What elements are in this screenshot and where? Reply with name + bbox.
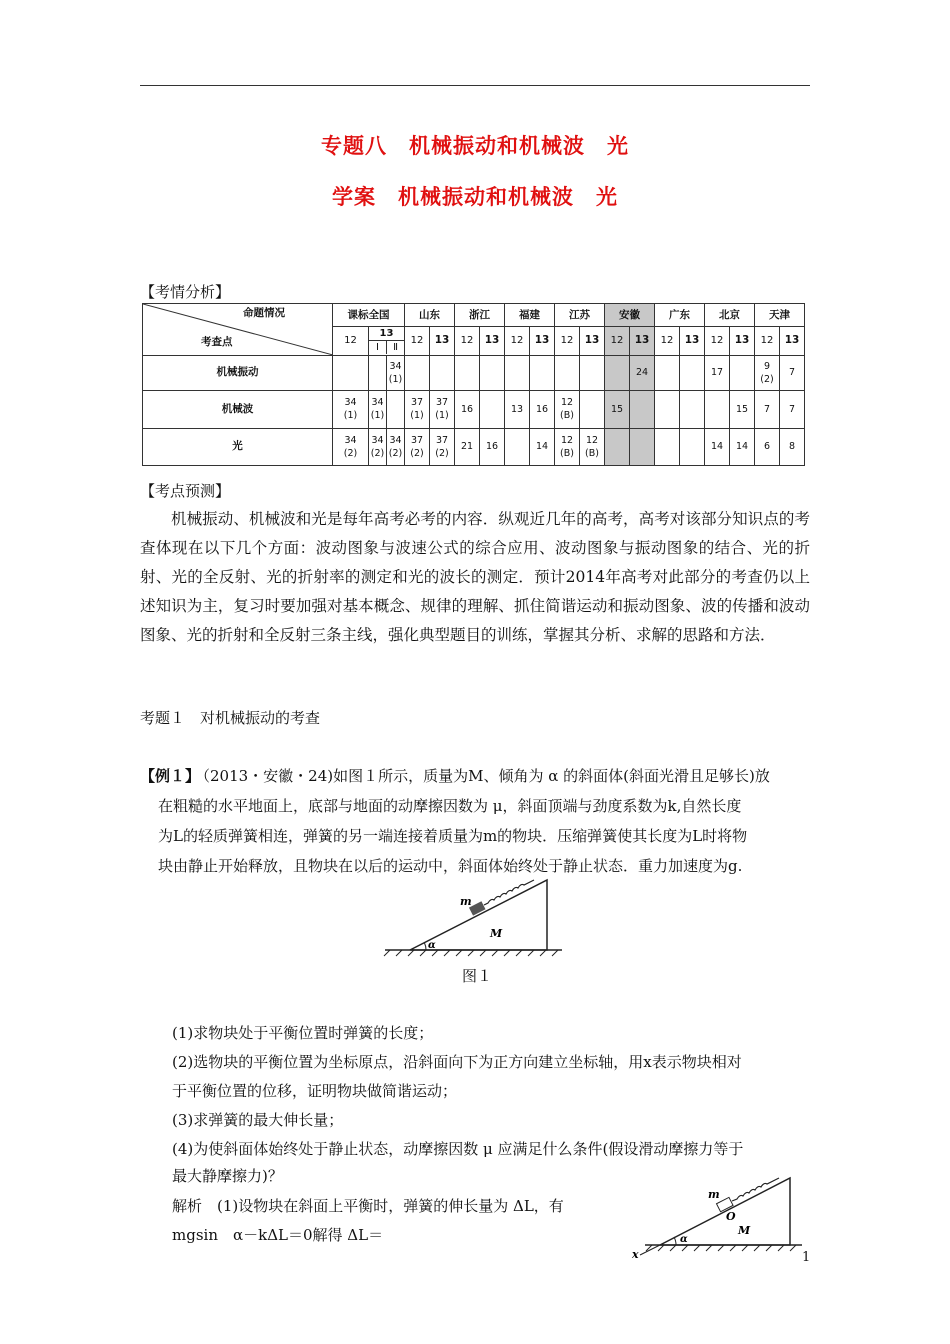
table-cell: 14 <box>705 428 730 465</box>
angle-arc <box>425 943 427 950</box>
year-cell: 13 <box>780 327 805 355</box>
table-cell: 7 <box>780 355 805 390</box>
table-cell: 17 <box>705 355 730 390</box>
table-cell: 7 <box>780 391 805 428</box>
year-cell: 13 <box>580 327 605 355</box>
table-cell: 34 (1) <box>369 391 387 428</box>
table-cell: 8 <box>780 428 805 465</box>
table-row <box>143 428 805 465</box>
corner-diagonal <box>143 304 333 355</box>
region-header: 北京 <box>705 304 755 327</box>
example-line: 为L的轻质弹簧相连，弹簧的另一端连接着质量为m的物块．压缩弹簧使其长度为L时将物 <box>158 827 748 845</box>
year-cell: 13 <box>630 327 655 355</box>
table-cell <box>369 355 387 390</box>
label-alpha: α <box>428 940 436 951</box>
forecast-text: 机械振动、机械波和光是每年高考必考的内容．纵观近几年的高考，高考对该部分知识点的考查体现在以下几个方面：波动图象与波速公式的综合应用、波动图象与振动图象的结合、光的折射、光的全反射、光的折射率的测定和光的波长的测定．预计2014年高考对此部分的考查仍以上述知识为主，复习时要加强对基本概念、规律的理解、抓住简谐运动和振动图象、波的传播和波动图象、光的折射和全反射三条主线，强化典型题目的训练，掌握其分析、求解的思路和方法． <box>140 510 810 644</box>
year-cell: 13 <box>369 327 404 341</box>
table-cell: 15 <box>605 391 630 428</box>
table-cell <box>387 391 405 428</box>
table-cell <box>580 391 605 428</box>
label-M: M <box>738 1224 751 1237</box>
year-cell: 12 <box>555 327 580 355</box>
table-cell: 37 (2) <box>430 428 455 465</box>
table-cell <box>530 355 555 390</box>
spring <box>732 1178 779 1201</box>
angle-arc <box>674 1237 676 1245</box>
question-2-line2: 于平衡位置的位移，证明物块做简谐运动； <box>172 1082 458 1100</box>
label-M: M <box>490 927 503 940</box>
figure-1-caption: 图１ <box>462 967 493 985</box>
region-header: 福建 <box>505 304 555 327</box>
table-cell <box>655 355 680 390</box>
year-cell: 12 <box>605 327 630 355</box>
table-cell: 12 (B) <box>555 391 580 428</box>
region-header: 安徽 <box>605 304 655 327</box>
table-cell: 14 <box>530 428 555 465</box>
question-4-line2: 最大静摩擦力)？ <box>172 1167 283 1185</box>
table-cell <box>655 428 680 465</box>
region-header: 江苏 <box>555 304 605 327</box>
table-cell <box>730 355 755 390</box>
table-cell: 16 <box>530 391 555 428</box>
table-cell: 34 (2) <box>387 428 405 465</box>
table-cell: 34 (2) <box>333 428 369 465</box>
table-cell: 37 (1) <box>405 391 430 428</box>
table-cell: 24 <box>630 355 655 390</box>
table-cell: 13 <box>505 391 530 428</box>
label-O: O <box>726 1210 736 1223</box>
table-cell: 14 <box>730 428 755 465</box>
table-cell: 21 <box>455 428 480 465</box>
ground-hatch <box>384 950 558 956</box>
table-cell: 12 (B) <box>580 428 605 465</box>
table-cell: 6 <box>755 428 780 465</box>
ground-hatch <box>646 1245 796 1251</box>
table-corner-cell <box>143 304 333 356</box>
table-cell: 37 (1) <box>430 391 455 428</box>
page-number: 1 <box>802 1250 811 1265</box>
year-cell: 12 <box>655 327 680 355</box>
table-cell: 34 (1) <box>387 355 405 390</box>
table-cell: 9 (2) <box>755 355 780 390</box>
table-cell: 34 (2) <box>369 428 387 465</box>
year-cell: 12 <box>405 327 430 355</box>
header-rule <box>140 85 810 86</box>
table-cell: 12 (B) <box>555 428 580 465</box>
table-cell <box>605 428 630 465</box>
table-cell <box>555 355 580 390</box>
exam-analysis-table <box>142 303 805 466</box>
region-header: 山东 <box>405 304 455 327</box>
example-line: 在粗糙的水平地面上，底部与地面的动摩擦因数为 μ，斜面顶端与劲度系数为k,自然长度 <box>158 797 742 815</box>
analysis-label: 【考情分析】 <box>140 283 231 301</box>
table-cell <box>630 428 655 465</box>
year-cell: 12 <box>333 327 369 355</box>
table-cell: 15 <box>730 391 755 428</box>
table-cell <box>405 355 430 390</box>
figure-1-incline <box>380 868 580 960</box>
row-label: 光 <box>143 428 333 465</box>
table-cell <box>680 391 705 428</box>
table-cell <box>480 391 505 428</box>
year-cell-split <box>369 327 405 355</box>
year-cell: 12 <box>505 327 530 355</box>
year-cell: 12 <box>755 327 780 355</box>
table-cell: 34 (1) <box>333 391 369 428</box>
table-row <box>143 391 805 428</box>
table-cell <box>705 391 730 428</box>
table-cell <box>580 355 605 390</box>
region-header: 天津 <box>755 304 805 327</box>
table-cell <box>680 428 705 465</box>
question-1: (1)求物块处于平衡位置时弹簧的长度； <box>172 1024 434 1042</box>
table-cell <box>505 428 530 465</box>
corner-bottom-label: 考查点 <box>201 336 233 348</box>
table-cell <box>630 391 655 428</box>
region-header: 课标全国 <box>333 304 405 327</box>
row-label: 机械波 <box>143 391 333 428</box>
year-cell: 13 <box>530 327 555 355</box>
label-alpha: α <box>680 1234 688 1245</box>
year-cell: 13 <box>480 327 505 355</box>
label-m: m <box>460 895 472 908</box>
year-cell: 13 <box>430 327 455 355</box>
example-line: （2013・安徽・24)如图１所示，质量为M、倾角为 α 的斜面体(斜面光滑且足够长)放 <box>195 767 770 785</box>
example-tag: 【例１】 <box>140 767 201 785</box>
year-cell: 12 <box>705 327 730 355</box>
region-header: 浙江 <box>455 304 505 327</box>
solution-line1: 解析 (1)设物块在斜面上平衡时，弹簧的伸长量为 ΔL，有 <box>172 1197 564 1215</box>
question-4-line1: (4)为使斜面体始终处于静止状态，动摩擦因数 μ 应满足什么条件(假设滑动摩擦力等于 <box>172 1140 744 1158</box>
table-row <box>143 355 805 390</box>
year-cell: 13 <box>730 327 755 355</box>
sub-cell: Ⅰ <box>369 341 387 354</box>
table-cell <box>430 355 455 390</box>
table-cell <box>605 355 630 390</box>
table-cell: 16 <box>480 428 505 465</box>
table-cell <box>505 355 530 390</box>
table-cell: 7 <box>755 391 780 428</box>
table-cell <box>455 355 480 390</box>
sub-cell: Ⅱ <box>393 342 398 354</box>
forecast-paragraph <box>140 505 810 650</box>
forecast-label: 【考点预测】 <box>140 482 231 500</box>
table-cell: 16 <box>455 391 480 428</box>
table-cell <box>655 391 680 428</box>
page-title: 专题八 机械振动和机械波 光 <box>321 134 629 158</box>
table-cell: 37 (2) <box>405 428 430 465</box>
row-label: 机械振动 <box>143 355 333 390</box>
corner-top-label: 命题情况 <box>243 307 285 319</box>
figure-solution-incline <box>630 1170 805 1260</box>
question-3: (3)求弹簧的最大伸长量； <box>172 1111 344 1129</box>
spring <box>484 880 534 905</box>
topic-heading: 考题１ 对机械振动的考查 <box>140 709 321 727</box>
region-header: 广东 <box>655 304 705 327</box>
table-cell <box>480 355 505 390</box>
table-cell <box>333 355 369 390</box>
question-2-line1: (2)选物块的平衡位置为坐标原点，沿斜面向下为正方向建立坐标轴，用x表示物块相对 <box>172 1053 742 1071</box>
label-m: m <box>708 1188 720 1201</box>
label-x: x <box>632 1248 639 1260</box>
example-line: 块由静止开始释放，且物块在以后的运动中，斜面体始终处于静止状态．重力加速度为g. <box>158 857 743 875</box>
year-cell: 13 <box>680 327 705 355</box>
table-cell <box>680 355 705 390</box>
year-cell: 12 <box>455 327 480 355</box>
solution-line2: mgsin α－kΔL＝0解得 ΔL＝ <box>172 1226 384 1244</box>
page-subtitle: 学案 机械振动和机械波 光 <box>332 185 618 209</box>
